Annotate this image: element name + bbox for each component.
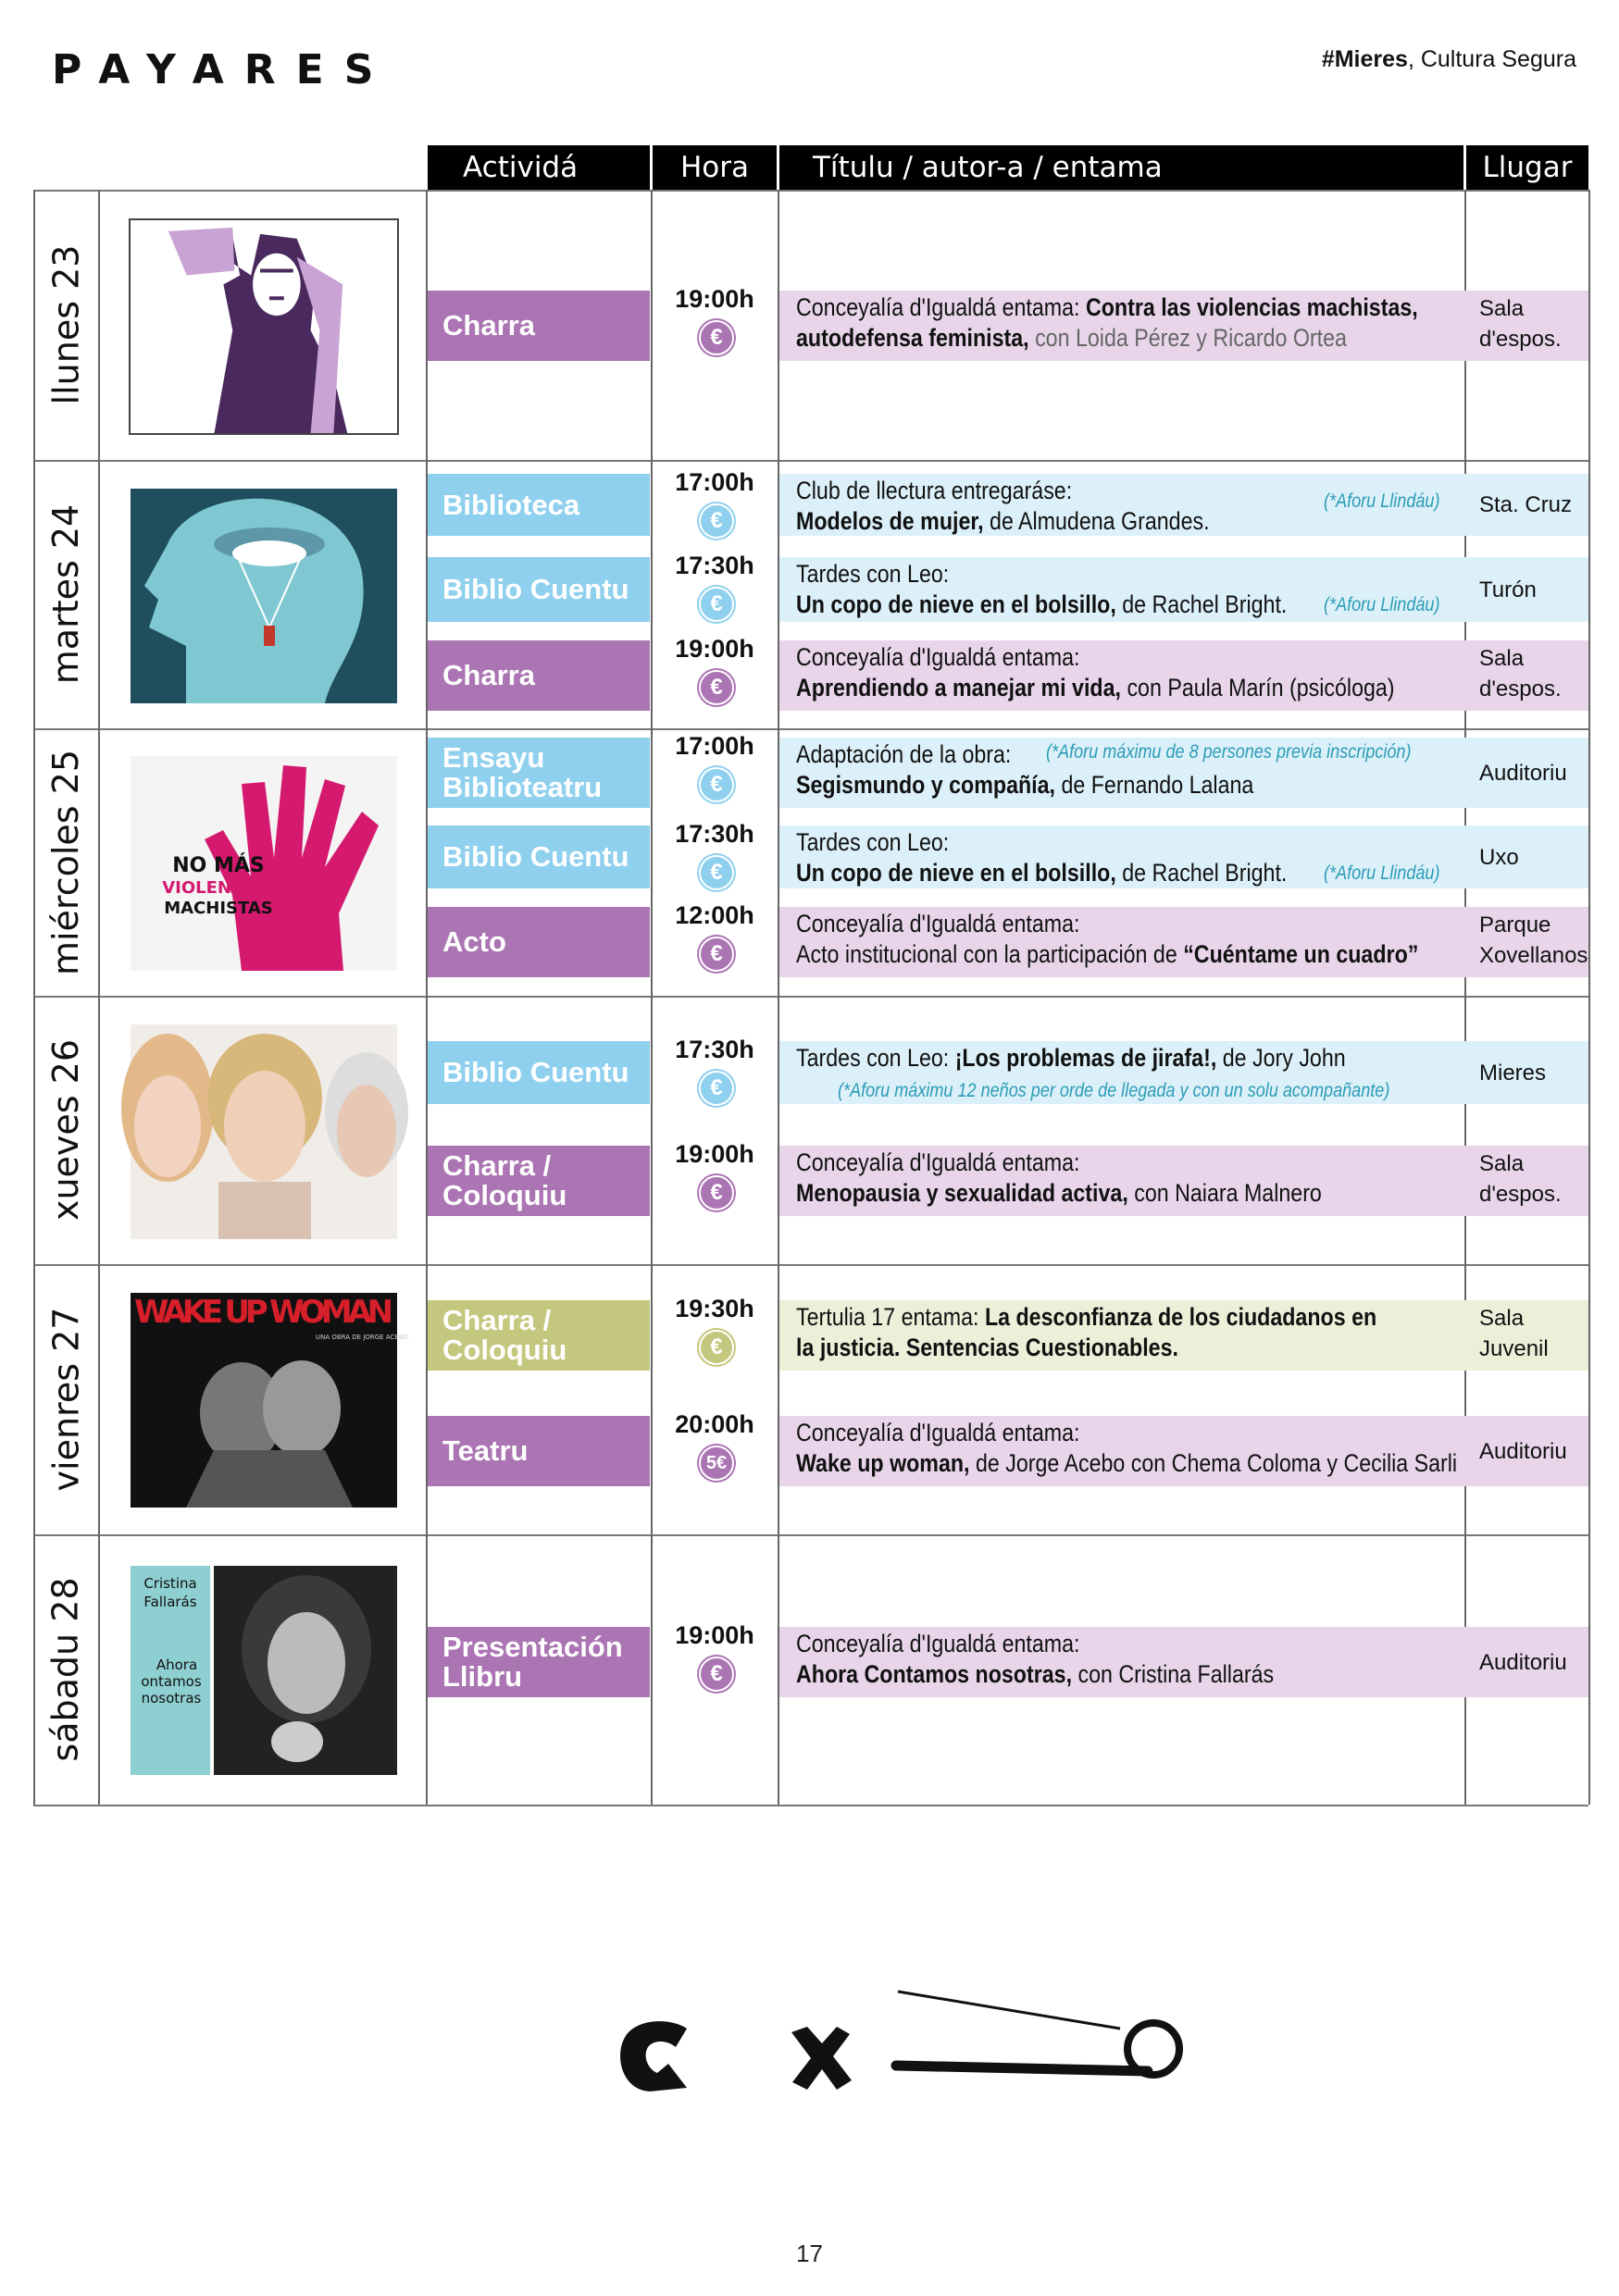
- activity-text: [442, 743, 602, 802]
- tag-hashtag: #Mieres: [1321, 46, 1408, 72]
- event-hour: 17:30h: [675, 552, 754, 579]
- place-line: Parque: [1479, 912, 1551, 937]
- activity-line: Biblio Cuentu: [442, 1056, 629, 1088]
- event-place: [1479, 1058, 1546, 1088]
- activity-line: Charra /: [442, 1304, 552, 1336]
- c-x-pin-logo: [602, 1980, 1203, 2110]
- activity-line: Biblioteatru: [442, 771, 603, 803]
- bold-title: La desconfianza de los ciudadanos en: [984, 1303, 1377, 1331]
- capacity-note: (*Aforu Llindáu): [1324, 490, 1440, 512]
- event-description: [796, 292, 1418, 354]
- day-label: [33, 460, 98, 728]
- event-hour: 19:30h: [675, 1295, 754, 1322]
- description-line: [796, 770, 1253, 800]
- event-hour: 19:00h: [675, 635, 754, 663]
- activity-line: Charra: [442, 309, 535, 341]
- activity-line: Llibru: [442, 1660, 523, 1693]
- event-hour: 17:30h: [675, 820, 754, 848]
- description-line: [796, 642, 1395, 673]
- description-line: [796, 1629, 1274, 1659]
- description-line: [796, 590, 1287, 620]
- activity-label: [428, 640, 650, 711]
- svg-text:Ahora: Ahora: [156, 1657, 198, 1673]
- row-divider: [33, 996, 1588, 998]
- price-badge: €: [699, 587, 734, 622]
- row-divider: [33, 1264, 1588, 1266]
- activity-text: [442, 490, 579, 520]
- activity-label: [428, 1300, 650, 1371]
- price-badge: €: [699, 503, 734, 539]
- activity-line: Biblio Cuentu: [442, 840, 629, 873]
- event-description: [796, 1302, 1376, 1363]
- activity-label: [428, 1146, 650, 1216]
- description-line: [796, 858, 1287, 888]
- description-line: [796, 476, 1210, 506]
- description-line: [796, 292, 1418, 323]
- description-line: [796, 673, 1395, 703]
- svg-text:Cristina: Cristina: [143, 1575, 197, 1592]
- event-hour: 17:00h: [675, 468, 754, 496]
- activity-text: [442, 575, 629, 604]
- event-description: [796, 559, 1287, 620]
- price-badge: €: [699, 855, 734, 890]
- day-label: [33, 728, 98, 996]
- activity-line: Charra: [442, 659, 535, 691]
- svg-text:UNA OBRA DE JORGE ACEBO: UNA OBRA DE JORGE ACEBO: [316, 1334, 408, 1341]
- text-segment: de Jorge Acebo con Chema Coloma y Cecilia Sarli: [969, 1449, 1458, 1477]
- header-tagline: [1322, 46, 1576, 73]
- text-segment: Conceyalía d'Igualdá entama:: [796, 1148, 1080, 1176]
- bold-title: Contra las violencias machistas,: [1085, 293, 1418, 321]
- event-description: [796, 827, 1287, 888]
- text-segment: Tardes con Leo:: [796, 1044, 955, 1072]
- bold-title: “Cuéntame un cuadro”: [1183, 940, 1419, 968]
- activity-line: Biblioteca: [442, 488, 580, 521]
- description-line: [796, 1448, 1457, 1479]
- text-segment: Tardes con Leo:: [796, 560, 950, 588]
- price-badge: €: [699, 937, 734, 972]
- event-hour: 17:00h: [675, 732, 754, 760]
- activity-text: [442, 311, 535, 341]
- text-segment: Conceyalía d'Igualdá entama:: [796, 1419, 1080, 1446]
- description-line: [796, 909, 1418, 939]
- place-line: Sala: [1479, 646, 1525, 671]
- col-header-title: Títulu / autor-a / entama: [779, 145, 1463, 190]
- place-line: Auditoriu: [1479, 1438, 1567, 1464]
- event-hour: 19:00h: [675, 1621, 754, 1649]
- svg-text:Fallarás: Fallarás: [143, 1594, 197, 1610]
- event-description: [796, 909, 1418, 970]
- column-divider: [1464, 190, 1466, 1805]
- event-description: [796, 1148, 1322, 1209]
- event-place: [1479, 1303, 1549, 1364]
- description-line: [796, 323, 1418, 354]
- description-line: [796, 827, 1287, 858]
- day-label-text: llunes 23: [45, 244, 86, 405]
- col-header-place: Llugar: [1466, 145, 1588, 190]
- activity-label: [428, 1627, 650, 1697]
- svg-text:NO MÁS: NO MÁS: [172, 854, 265, 877]
- bold-title: Menopausia y sexualidad activa,: [796, 1179, 1128, 1207]
- row-divider: [33, 1534, 1588, 1536]
- activity-text: [442, 661, 535, 690]
- bold-title: ¡Los problemas de jirafa!,: [954, 1044, 1217, 1072]
- day-label: [33, 1264, 98, 1534]
- poster-mind-parachute: [131, 489, 397, 703]
- event-place: [1479, 1436, 1567, 1467]
- price-badge: €: [699, 1175, 734, 1210]
- event-place: [1479, 575, 1537, 605]
- description-line: [796, 1043, 1346, 1074]
- text-segment: con Paula Marín (psicóloga): [1120, 674, 1395, 701]
- activity-line: Presentación: [442, 1631, 623, 1663]
- activity-line: Ensayu: [442, 741, 545, 774]
- photo-three-women: [131, 1024, 397, 1239]
- activity-label: [428, 825, 650, 888]
- capacity-note: (*Aforu máximu de 8 persones previa inscripción): [1046, 741, 1412, 763]
- bold-title: Un copo de nieve en el bolsillo,: [796, 859, 1116, 887]
- event-description: [796, 1043, 1346, 1074]
- description-line: [796, 1178, 1322, 1209]
- bold-title: Ahora Contamos nosotras,: [796, 1660, 1073, 1688]
- text-segment: Conceyalía d'Igualdá entama:: [796, 1630, 1080, 1657]
- event-hour: 19:00h: [675, 285, 754, 313]
- activity-text: [442, 1306, 567, 1365]
- text-segment: Adaptación de la obra:: [796, 740, 1012, 768]
- description-line: [796, 939, 1418, 970]
- text-segment: con Loida Pérez y Ricardo Ortea: [1028, 324, 1347, 352]
- text-segment: de Jory John: [1216, 1044, 1346, 1072]
- description-line: [796, 506, 1210, 537]
- column-divider: [651, 190, 653, 1805]
- event-place: [1479, 643, 1562, 704]
- activity-label: [428, 738, 650, 808]
- bold-title: autodefensa feminista,: [796, 324, 1029, 352]
- activity-text: [442, 842, 629, 872]
- row-divider: [33, 1805, 1588, 1806]
- price-badge: 5€: [699, 1446, 734, 1481]
- bold-title: Un copo de nieve en el bolsillo,: [796, 590, 1116, 618]
- activity-text: [442, 1436, 528, 1466]
- activity-label: [428, 907, 650, 977]
- place-line: Auditoriu: [1479, 1649, 1567, 1675]
- price-badge: €: [699, 320, 734, 355]
- day-label: [33, 996, 98, 1264]
- event-place: [1479, 758, 1567, 788]
- text-segment: Tertulia 17 entama:: [796, 1303, 985, 1331]
- activity-label: [428, 1416, 650, 1486]
- place-line: d'espos.: [1479, 1182, 1562, 1207]
- activity-line: Acto: [442, 925, 506, 958]
- capacity-note: (*Aforu Llindáu): [1324, 594, 1440, 615]
- event-description: [796, 1418, 1457, 1479]
- text-segment: Conceyalía d'Igualdá entama:: [796, 293, 1086, 321]
- event-hour: 19:00h: [675, 1140, 754, 1168]
- text-segment: de Rachel Bright.: [1115, 590, 1288, 618]
- activity-text: [442, 1151, 567, 1210]
- capacity-note: (*Aforu Llindáu): [1324, 863, 1440, 884]
- activity-label: [428, 474, 650, 536]
- bold-title: Wake up woman,: [796, 1449, 970, 1477]
- text-segment: con Cristina Fallarás: [1072, 1660, 1275, 1688]
- col-header-hour: Hora: [653, 145, 777, 190]
- row-divider: [33, 460, 1588, 462]
- event-hour: 12:00h: [675, 901, 754, 929]
- event-hour: 17:30h: [675, 1036, 754, 1063]
- svg-text:ontamos: ontamos: [141, 1673, 202, 1690]
- event-description: [796, 476, 1210, 537]
- activity-label: [428, 291, 650, 361]
- place-line: d'espos.: [1479, 327, 1562, 352]
- activity-line: Coloquiu: [442, 1179, 567, 1211]
- price-badge: €: [699, 1657, 734, 1692]
- text-segment: de Rachel Bright.: [1115, 859, 1288, 887]
- place-line: Sala: [1479, 1306, 1525, 1331]
- bold-title: Modelos de mujer,: [796, 507, 984, 535]
- brand-title: PAYARES: [52, 46, 394, 93]
- text-segment: Acto institucional con la participación de: [796, 940, 1184, 968]
- day-label-text: miércoles 25: [45, 749, 86, 975]
- page-number: 17: [796, 2240, 823, 2267]
- day-label: [33, 1534, 98, 1805]
- text-segment: Club de llectura entregaráse:: [796, 477, 1073, 504]
- day-label-text: xueves 26: [45, 1038, 86, 1222]
- row-divider: [33, 728, 1588, 730]
- place-line: Turón: [1479, 577, 1537, 602]
- place-line: Xovellanos: [1479, 943, 1588, 968]
- bold-title: la justicia. Sentencias Cuestionables.: [796, 1334, 1178, 1361]
- column-divider: [98, 190, 100, 1805]
- event-place: [1479, 293, 1562, 354]
- tag-rest: , Cultura Segura: [1407, 46, 1576, 72]
- svg-text:VIOLENCIAS: VIOLENCIAS: [162, 878, 275, 898]
- bold-title: Segismundo y compañía,: [796, 771, 1055, 799]
- text-segment: Conceyalía d'Igualdá entama:: [796, 643, 1080, 671]
- text-segment: Tardes con Leo:: [796, 828, 950, 856]
- col-header-activity: Actividá: [428, 145, 650, 190]
- svg-text:MACHISTAS: MACHISTAS: [164, 899, 273, 918]
- event-hour: 20:00h: [675, 1410, 754, 1438]
- event-place: [1479, 1647, 1567, 1678]
- poster-no-mas-violencias: [131, 756, 397, 971]
- text-segment: de Almudena Grandes.: [983, 507, 1210, 535]
- description-line: [796, 1659, 1274, 1690]
- place-line: Sta. Cruz: [1479, 492, 1573, 517]
- event-place: [1479, 1148, 1562, 1210]
- poster-wake-up-woman: [131, 1293, 408, 1508]
- price-badge: €: [699, 1330, 734, 1365]
- day-label: [33, 190, 98, 460]
- description-line: [796, 559, 1287, 590]
- activity-text: [442, 927, 506, 957]
- place-line: Sala: [1479, 1151, 1525, 1176]
- activity-label: [428, 1041, 650, 1104]
- text-segment: con Naiara Malnero: [1127, 1179, 1322, 1207]
- place-line: d'espos.: [1479, 676, 1562, 701]
- place-line: Sala: [1479, 296, 1525, 321]
- description-line: [796, 1418, 1457, 1448]
- event-description: [796, 642, 1395, 703]
- activity-text: [442, 1058, 629, 1087]
- activity-line: Teatru: [442, 1434, 529, 1467]
- event-place: [1479, 490, 1572, 520]
- column-divider: [1588, 190, 1590, 1805]
- description-line: [796, 1333, 1376, 1363]
- activity-line: Charra /: [442, 1149, 552, 1182]
- day-label-text: vienres 27: [45, 1307, 86, 1492]
- activity-label: [428, 557, 650, 622]
- capacity-note: (*Aforu máximu 12 neños per orde de llegada y con un solu acompañante): [838, 1080, 1390, 1101]
- day-label-text: martes 24: [45, 503, 86, 685]
- text-segment: Conceyalía d'Igualdá entama:: [796, 910, 1080, 937]
- column-divider: [778, 190, 779, 1805]
- price-badge: €: [699, 1071, 734, 1106]
- place-line: Uxo: [1479, 844, 1519, 870]
- place-line: Juvenil: [1479, 1336, 1549, 1361]
- column-divider: [426, 190, 428, 1805]
- price-badge: €: [699, 767, 734, 802]
- event-place: [1479, 910, 1588, 971]
- row-divider: [33, 190, 1588, 192]
- svg-text:nosotras: nosotras: [141, 1690, 202, 1706]
- svg-text:WAKE UP WOMAN: WAKE UP WOMAN: [134, 1294, 393, 1331]
- place-line: Mieres: [1479, 1060, 1547, 1086]
- activity-line: Biblio Cuentu: [442, 573, 629, 605]
- place-line: Auditoriu: [1479, 760, 1567, 786]
- description-line: [796, 1302, 1376, 1333]
- book-cover-and-portrait: [131, 1566, 397, 1775]
- activity-text: [442, 1632, 623, 1692]
- price-badge: €: [699, 670, 734, 705]
- event-place: [1479, 842, 1519, 873]
- activity-line: Coloquiu: [442, 1334, 567, 1366]
- day-label-text: sábadu 28: [45, 1577, 87, 1762]
- description-line: [796, 1148, 1322, 1178]
- text-segment: de Fernando Lalana: [1054, 771, 1254, 799]
- poster-raised-fist: [131, 220, 397, 433]
- bold-title: Aprendiendo a manejar mi vida,: [796, 674, 1121, 701]
- event-description: [796, 1629, 1274, 1690]
